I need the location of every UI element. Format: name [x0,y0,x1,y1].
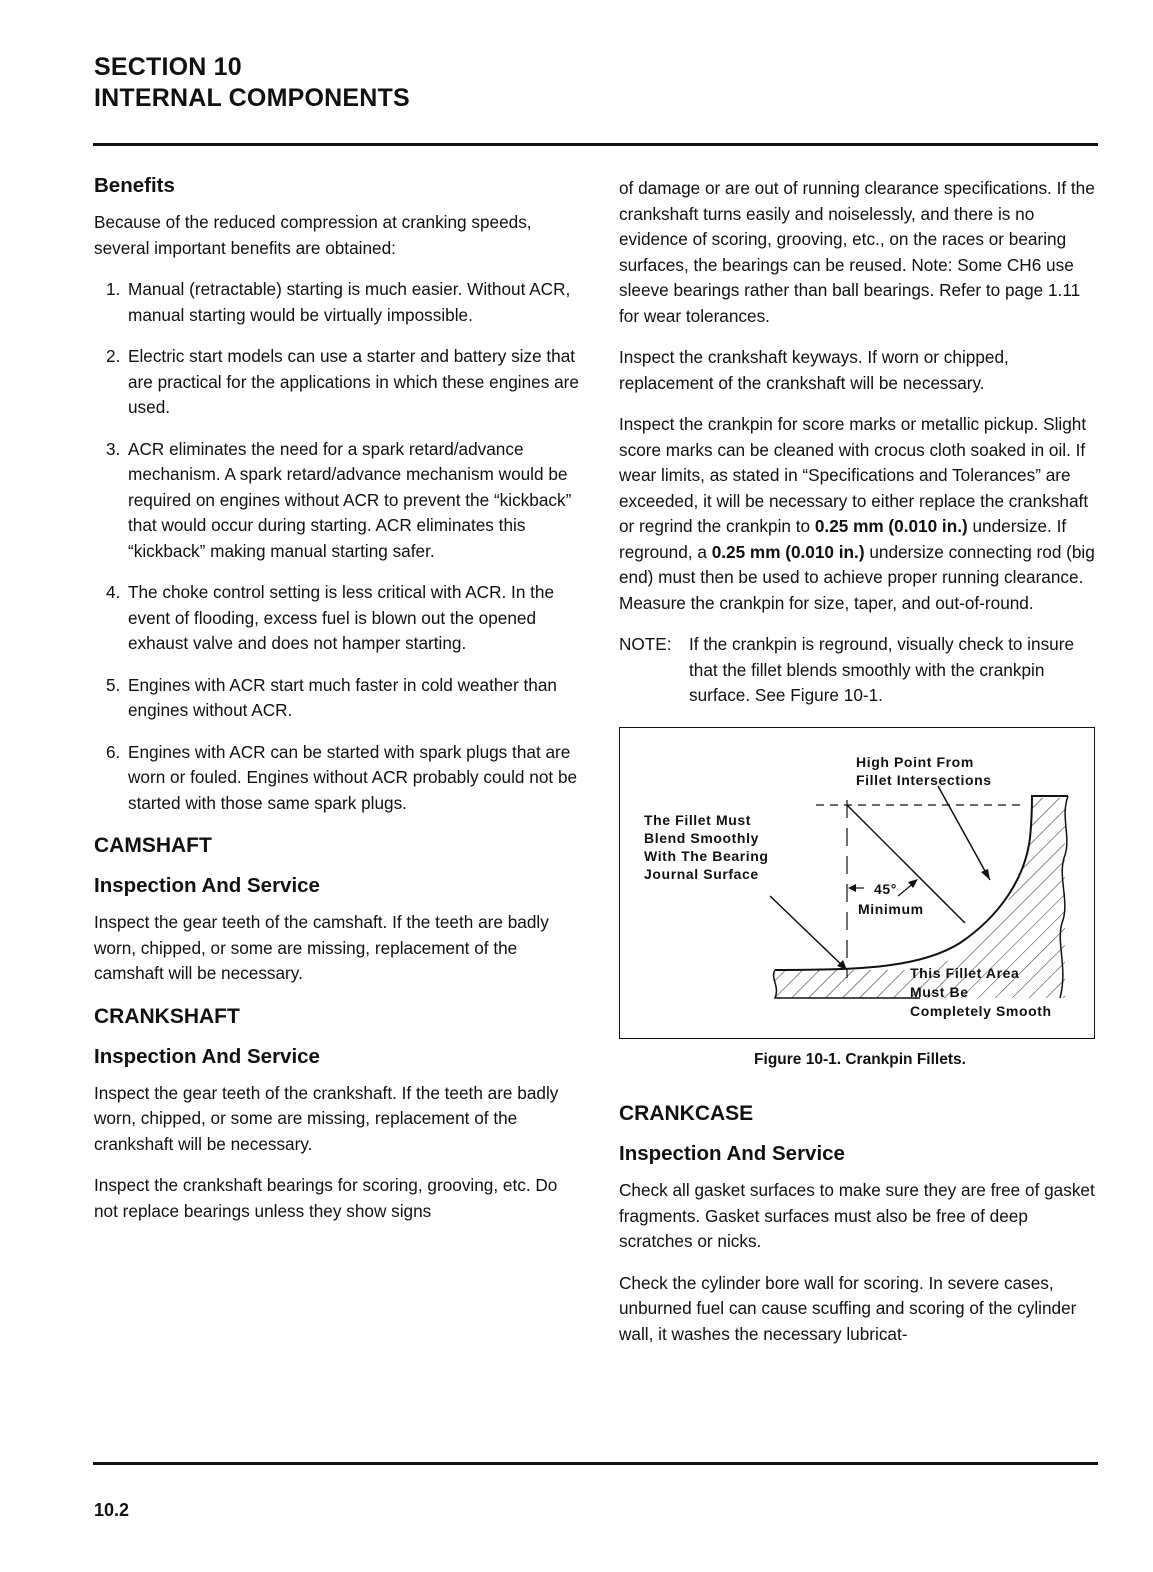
crankpin-text-part-a: Inspect the crankpin for score marks or metallic pickup. Slight score marks can be cleaned with crocus cloth soaked in oil. If wear limits, as stated in “Specifications and Tolerances” are exceeded, it will be necessary to either replace the crankshaft or regrind the crankpin to [619,414,1089,536]
benefits-heading: Benefits [94,174,175,197]
crankshaft-text-2: Inspect the crankshaft bearings for scoring, grooving, etc. Do not replace bearings unless they show signs [94,1175,558,1221]
right-column [619,176,1101,1363]
crankpin-text-part-e: undersize connecting rod (big end) must then be used to achieve proper running clearance. Measure the crankpin for size, taper, and out-of-round. [619,541,1095,613]
label-blend-line3: With The Bearing [644,847,769,864]
camshaft-text: Inspect the gear teeth of the camshaft. If the teeth are badly worn, chipped, or some are missing, replacement of the camshaft will be necessary. [94,912,549,983]
label-angle: 45° [874,880,897,897]
label-blend-line4: Journal Surface [644,865,759,882]
list-item-number: 2. [106,346,121,366]
section-number: SECTION 10 [94,53,242,81]
crankcase-text-1: Check all gasket surfaces to make sure they are free of gasket fragments. Gasket surfaces must also be free of deep scratches or nicks. [619,1180,1095,1251]
crankshaft-text-1: Inspect the gear teeth of the crankshaft. If the teeth are badly worn, chipped, or some are missing, replacement of the crankshaft will be necessary. [94,1082,559,1154]
list-item [94,580,580,657]
section-header [94,52,410,114]
crankcase-text-2: Check the cylinder bore wall for scoring. In severe cases, unburned fuel can cause scuffing and scoring of the cylinder wall, it washes the necessary lubricat- [619,1272,1077,1344]
leader-high-point [938,786,990,880]
list-item-text: Electric start models can use a starter and battery size that are practical for the applications in which these engines are used. [128,346,579,417]
crankshaft-continued-text: of damage or are out of running clearance specifications. If the crankshaft turns easily and noiselessly, and there is no evidence of scoring, grooving, etc., on the races or bearing surfaces, the bearings can be reused. Note: Some CH6 use sleeve bearings rather than ball bearings. Refer to page 1.11 for wear tolerances. [619,178,1095,326]
list-item [94,673,580,724]
crankshaft-subheading: Inspection And Service [94,1044,320,1068]
crankcase-heading: CRANKCASE [619,1102,754,1125]
note-label: NOTE: [619,634,672,654]
figure-caption: Figure 10-1. Crankpin Fillets. [754,1050,966,1068]
label-area-line3: Completely Smooth [910,1002,1052,1019]
leader-blend [770,896,847,970]
list-item-number: 5. [106,674,121,695]
page-number: 10.2 [94,1500,130,1520]
label-minimum: Minimum [858,900,924,917]
arrowhead-high-point [981,869,990,880]
label-high-point-line2: Fillet Intersections [856,771,992,788]
benefits-intro: Because of the reduced compression at cranking speeds, several important benefits are obtained: [94,212,532,258]
benefits-list [94,277,580,816]
note-block [619,632,1101,709]
camshaft-subheading: Inspection And Service [94,874,320,897]
label-blend-line2: Blend Smoothly [644,829,759,846]
crankpin-undersize-value: 0.25 mm (0.010 in.) [814,516,968,536]
section-title: INTERNAL COMPONENTS [94,84,410,112]
list-item-text: Engines with ACR can be started with spark plugs that are worn or fouled. Engines without ACR probably could not be started with those same spark plugs. [128,741,578,813]
camshaft-heading: CAMSHAFT [94,834,212,857]
list-item-number: 6. [106,741,121,762]
list-item-text: Engines with ACR start much faster in cold weather than engines without ACR. [128,674,557,720]
list-item-number: 3. [106,438,121,459]
list-item [94,344,580,421]
note-text: If the crankpin is reground, visually check to insure that the fillet blends smoothly with the crankpin surface. See Figure 10-1. [689,634,1074,705]
label-area-line1: This Fillet Area [910,964,1020,981]
header-rule [93,143,1098,146]
label-area-line2: Must Be [910,983,969,1000]
left-column [94,172,580,1240]
label-blend-line1: The Fillet Must [644,811,751,828]
list-item-number: 1. [106,279,121,299]
rod-undersize-value: 0.25 mm (0.010 in.) [711,541,865,562]
list-item [94,437,580,565]
label-high-point-line1: High Point From [856,753,974,770]
list-item [94,277,580,328]
crankcase-subheading: Inspection And Service [619,1142,845,1165]
list-item-text: The choke control setting is less critical with ACR. In the event of flooding, excess fuel is blown out the opened exhaust valve and does not hamper starting. [128,582,555,653]
crankpin-text [619,412,1101,616]
figure-crankpin-fillets [619,727,1095,1039]
list-item [94,740,580,817]
keyways-text: Inspect the crankshaft keyways. If worn or chipped, replacement of the crankshaft will be necessary. [619,347,1009,393]
list-item-text: ACR eliminates the need for a spark retard/advance mechanism. A spark retard/advance mechanism would be required on engines without ACR to prevent the “kickback” that would occur during starting. ACR eliminates this “kickback” making manual starting safer. [128,438,572,561]
arrowhead-angle-left [848,884,856,892]
crankpin-text-part-c: undersize. If reground, a [619,516,1067,562]
list-item-number: 4. [106,582,121,602]
crankshaft-heading: CRANKSHAFT [94,1004,240,1028]
list-item-text: Manual (retractable) starting is much easier. Without ACR, manual starting would be virtually impossible. [128,279,571,325]
footer-rule [93,1462,1098,1465]
